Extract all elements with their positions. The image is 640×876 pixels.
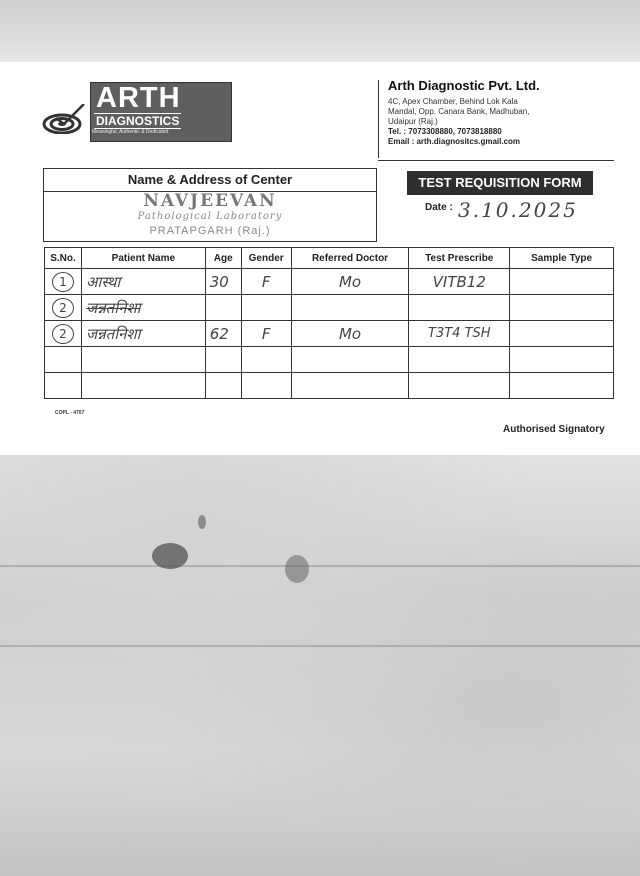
header-rule	[378, 160, 614, 161]
row-patient-name: आस्था	[81, 269, 205, 295]
row-sample	[510, 295, 614, 321]
scan-shadow-top	[0, 0, 640, 62]
requisition-table	[44, 247, 614, 399]
row-test	[409, 295, 510, 321]
row-gender: F	[241, 269, 291, 295]
row-test	[409, 373, 510, 399]
row-patient-name: जन्नतनिशा	[81, 295, 205, 321]
stamp-place: PRATAPGARH (Raj.)	[149, 225, 271, 237]
logo-sub: DIAGNOSTICS	[96, 114, 180, 128]
company-tel: Tel. : 7073308880, 7073818880	[388, 127, 502, 136]
row-sample	[510, 269, 614, 295]
target-icon	[42, 104, 86, 134]
row-doctor	[291, 373, 409, 399]
stamp-sub: Pathological Laboratory	[137, 211, 283, 222]
row-age	[205, 295, 241, 321]
address-line: Udaipur (Raj.)	[388, 117, 438, 126]
logo-brand: ARTH	[96, 82, 181, 114]
table-row	[45, 347, 614, 373]
stain-mark	[198, 515, 206, 529]
row-sno	[45, 373, 82, 399]
row-sample	[510, 347, 614, 373]
row-patient-name: जन्नतनिशा	[81, 321, 205, 347]
row-sno	[45, 347, 82, 373]
company-name: Arth Diagnostic Pvt. Ltd.	[388, 78, 540, 93]
date-value: 3.10.2025	[458, 198, 578, 222]
col-sample-type: Sample Type	[510, 248, 614, 269]
scan-shadow-bottom	[0, 455, 640, 876]
row-test: VITB12	[409, 269, 510, 295]
row-doctor: Mo	[291, 321, 409, 347]
stain-mark	[285, 555, 309, 583]
paper-fold	[0, 565, 640, 567]
row-sample	[510, 373, 614, 399]
row-test: T3T4 TSH	[409, 321, 510, 347]
table-row	[45, 269, 614, 295]
company-email: Email : arth.diagnositcs.gmail.com	[388, 137, 521, 146]
row-gender	[241, 373, 291, 399]
table-row	[45, 295, 614, 321]
stain-mark	[152, 543, 188, 569]
center-box	[43, 168, 377, 242]
row-gender	[241, 295, 291, 321]
logo-tagline: Meaningful, Authentic & Dedicated	[92, 129, 169, 135]
row-doctor: Mo	[291, 269, 409, 295]
row-patient-name	[81, 347, 205, 373]
col-gender: Gender	[241, 248, 291, 269]
col-age: Age	[205, 248, 241, 269]
address-line: Mandal, Opp. Canara Bank, Madhuban,	[388, 107, 530, 116]
row-doctor	[291, 295, 409, 321]
table-header-row	[45, 248, 614, 269]
table-row	[45, 321, 614, 347]
col-patient-name: Patient Name	[81, 248, 205, 269]
row-patient-name	[81, 373, 205, 399]
stamp-name: NAVJEEVAN	[143, 191, 277, 211]
row-sno: 2	[52, 324, 74, 344]
authorised-signatory: Authorised Signatory	[503, 424, 605, 435]
row-gender	[241, 347, 291, 373]
center-title: Name & Address of Center	[44, 169, 376, 192]
row-gender: F	[241, 321, 291, 347]
row-age	[205, 373, 241, 399]
row-age	[205, 347, 241, 373]
row-sample	[510, 321, 614, 347]
row-age: 30	[205, 269, 241, 295]
arth-logo	[42, 80, 192, 142]
paper-fold	[0, 645, 640, 647]
table-row	[45, 373, 614, 399]
col-referred-doctor: Referred Doctor	[291, 248, 409, 269]
form-code: COPL - 4707	[55, 410, 85, 416]
row-doctor	[291, 347, 409, 373]
col-sno: S.No.	[45, 248, 82, 269]
row-sno: 2	[52, 298, 74, 318]
date-label: Date :	[425, 202, 453, 213]
row-sno: 1	[52, 272, 74, 292]
row-test	[409, 347, 510, 373]
col-test-prescribe: Test Prescribe	[409, 248, 510, 269]
address-line: 4C, Apex Chamber, Behind Lok Kala	[388, 97, 518, 106]
form-title: TEST REQUISITION FORM	[407, 171, 593, 195]
company-info	[378, 78, 618, 147]
row-age: 62	[205, 321, 241, 347]
